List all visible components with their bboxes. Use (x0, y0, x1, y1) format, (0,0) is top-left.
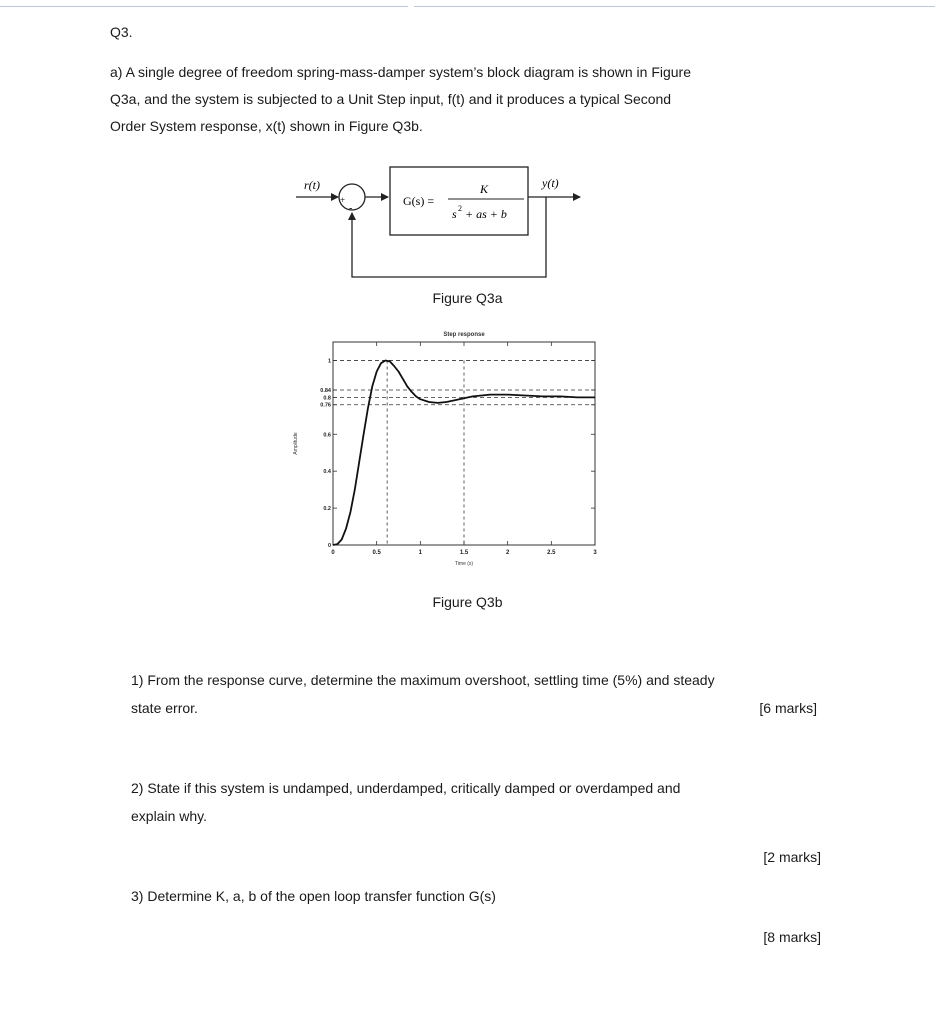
gs-denominator-rest: + as + b (465, 207, 507, 221)
gs-denominator-exponent: 2 (458, 204, 462, 213)
y-tick-label: 0.6 (323, 432, 331, 439)
question-number: Q3. (110, 24, 133, 40)
part-a-line: Q3a, and the system is subjected to a Unit Step input, f(t) and it produces a typical Second (110, 91, 672, 107)
y-tick-label: 0.84 (320, 387, 331, 394)
top-border-segment-right (414, 6, 935, 7)
question-3-marks: [8 marks] (763, 929, 821, 945)
gs-lhs: G(s) = (403, 194, 435, 208)
part-a-text (110, 59, 790, 140)
question-1-marks: [6 marks] (759, 700, 817, 716)
part-a-line: Order System response, x(t) shown in Figure Q3b. (110, 118, 423, 134)
question-2-line-1: 2) State if this system is undamped, underdamped, critically damped or overdamped and (131, 780, 681, 796)
part-a-line: a) A single degree of freedom spring-mass-damper system’s block diagram is shown in Figure (110, 64, 691, 80)
plot-frame (333, 342, 595, 545)
question-3-line-1: 3) Determine K, a, b of the open loop transfer function G(s) (131, 888, 496, 904)
x-tick-label: 3 (593, 550, 597, 556)
figure-q3b-caption: Figure Q3b (432, 594, 503, 610)
page-top-border (0, 6, 935, 8)
x-tick-label: 2 (505, 550, 510, 556)
y-tick-label: 0.76 (320, 402, 331, 409)
y-tick-label: 0 (327, 543, 331, 549)
gs-numerator: K (480, 182, 489, 196)
step-response-chart (283, 325, 613, 575)
y-tick-label: 0.2 (323, 506, 331, 513)
input-label: r(t) (304, 178, 320, 192)
x-tick-label: 1.5 (459, 550, 469, 556)
x-tick-label: 0.5 (372, 550, 381, 556)
y-tick-label: 0.8 (323, 395, 331, 402)
block-diagram-figure-q3a (290, 165, 590, 285)
y-tick-label: 0.4 (323, 469, 331, 476)
output-label: y(t) (542, 176, 559, 190)
question-1-line-1: 1) From the response curve, determine the maximum overshoot, settling time (5%) and steady (131, 672, 715, 688)
chart-title: Step response (443, 332, 485, 338)
y-tick-label: 1 (327, 358, 331, 365)
x-tick-label: 1 (418, 550, 423, 556)
top-border-segment-left (0, 6, 408, 7)
sum-minus-sign: - (349, 203, 353, 214)
sum-plus-sign: + (340, 195, 346, 205)
x-axis-label: Time (s) (454, 561, 474, 567)
y-axis-label: Amplitude (293, 432, 299, 455)
gs-denominator-s: s (452, 207, 457, 221)
question-2-line-2: explain why. (131, 808, 208, 824)
figure-q3a-caption: Figure Q3a (432, 290, 503, 306)
x-tick-label: 2.5 (547, 550, 556, 556)
question-2-marks: [2 marks] (763, 849, 821, 865)
x-tick-label: 0 (331, 550, 335, 556)
question-1-line-2: state error. (131, 700, 198, 716)
